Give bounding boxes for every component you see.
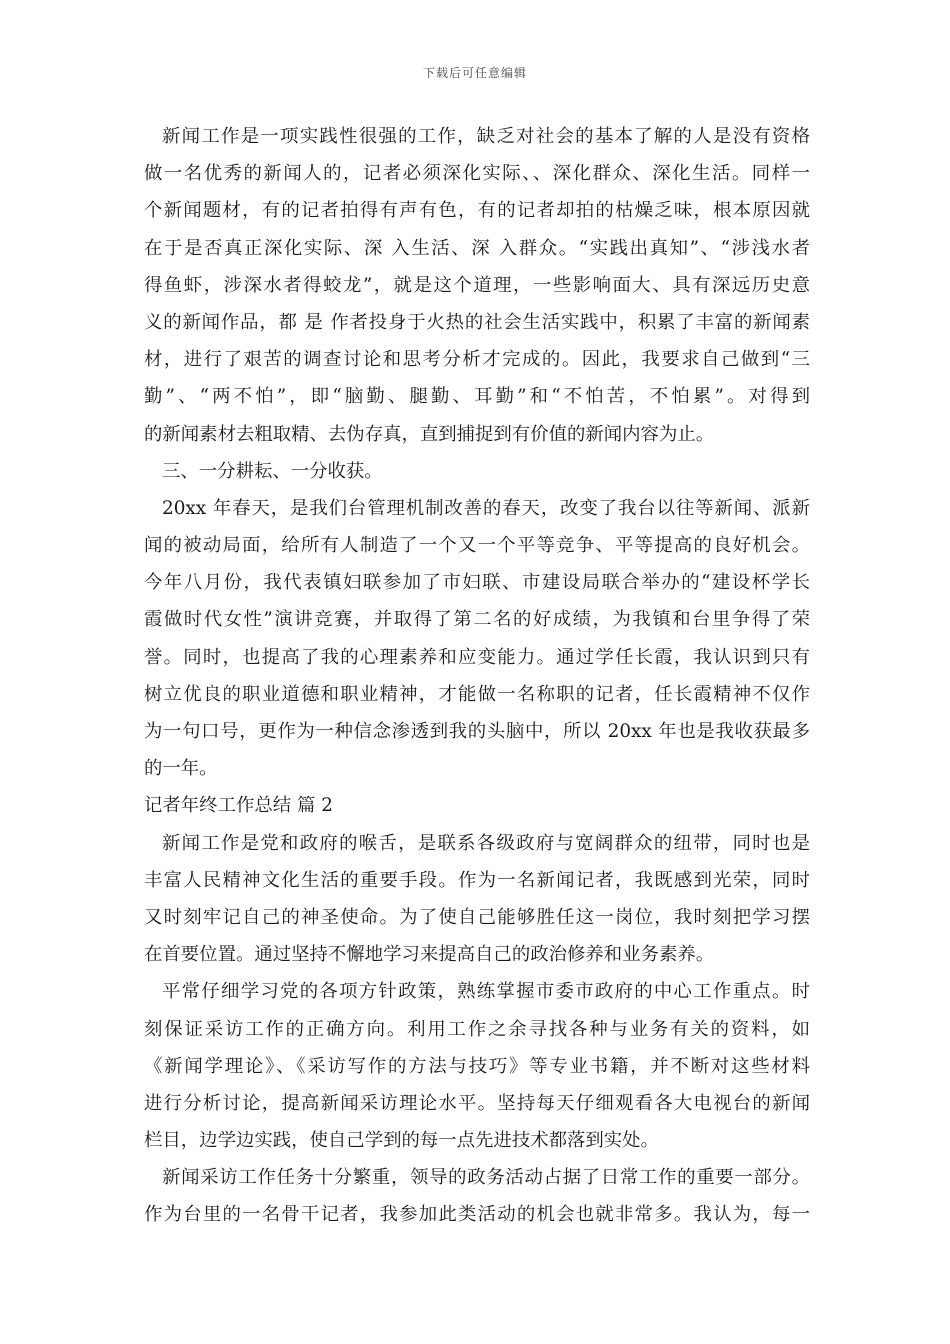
text-line: 誉。同时，也提高了我的心理素养和应变能力。通过学任长霞，我认识到只有 [144,646,810,668]
text-line: 新闻采访工作任务十分繁重，领导的政务活动占据了日常工作的重要一部分。 [162,1167,810,1189]
text-line: 闻的被动局面，给所有人制造了一个又一个平等竞争、平等提高的良好机会。 [144,535,810,557]
text-line: 今年八月份，我代表镇妇联参加了市妇联、市建设局联合举办的“建设杯学长 [144,572,810,594]
text-line: 平常仔细学习党的各项方针政策，熟练掌握市委市政府的中心工作重点。时 [162,981,810,1003]
text-line: 霞做时代女性”演讲竞赛，并取得了第二名的好成绩，为我镇和台里争得了荣 [144,609,810,631]
text-line: 新闻工作是党和政府的喉舌，是联系各级政府与宽阔群众的纽带，同时也是 [162,832,810,854]
document-body [144,118,810,1234]
text-line: 树立优良的职业道德和职业精神，才能做一名称职的记者，任长霞精神不仅作 [144,683,810,705]
text-line: 勤”、“两不怕”，即“脑勤、腿勤、耳勤”和“不怕苦，不怕累”。对得到 [144,386,810,408]
text-line: 在首要位置。通过坚持不懈地学习来提高自己的政治修养和业务素养。 [144,944,715,966]
article-title: 记者年终工作总结 篇 2 [144,795,333,817]
section-heading: 三、一分耕耘、一分收获。 [162,460,383,482]
text-line: 为一句口号，更作为一种信念渗透到我的头脑中，所以 20xx 年也是我收获最多 [144,721,810,742]
text-line: 栏目，边学边实践，使自己学到的每一点先进技术都落到实处。 [144,1130,659,1152]
text-line: 义的新闻作品，都 是 作者投身于火热的社会生活实践中，积累了丰富的新闻素 [144,311,810,333]
text-line: 得鱼虾，涉深水者得蛟龙”，就是这个道理，一些影响面大、具有深远历史意 [144,274,810,296]
text-line: 20xx 年春天，是我们台管理机制改善的春天，改变了我台以往等新闻、派新 [162,497,810,519]
text-line: 在于是否真正深化实际、深 入生活、深 入群众。“实践出真知”、“涉浅水者 [144,237,810,259]
page-header: 下载后可任意编辑 [422,66,527,80]
text-line: 进行分析讨论，提高新闻采访理论水平。坚持每天仔细观看各大电视台的新闻 [144,1092,810,1114]
text-line: 新闻工作是一项实践性很强的工作，缺乏对社会的基本了解的人是没有资格 [162,126,810,147]
text-line: 个新闻题材，有的记者拍得有声有色，有的记者却拍的枯燥乏味，根本原因就 [144,200,810,222]
text-line: 做一名优秀的新闻人的，记者必须深化实际、、深化群众、深化生活。同样一 [144,163,810,185]
text-line: 又时刻牢记自己的神圣使命。为了使自己能够胜任这一岗位，我时刻把学习摆 [144,906,810,928]
text-line: 《新闻学理论》、《采访写作的方法与技巧》等专业书籍，并不断对这些材料 [144,1055,810,1077]
text-line: 丰富人民精神文化生活的重要手段。作为一名新闻记者，我既感到光荣，同时 [144,869,810,891]
text-line: 作为台里的一名骨干记者，我参加此类活动的机会也就非常多。我认为，每一 [144,1204,810,1226]
text-line: 的一年。 [144,758,218,780]
text-line: 刻保证采访工作的正确方向。利用工作之余寻找各种与业务有关的资料，如 [144,1018,810,1040]
text-line: 的新闻素材去粗取精、去伪存真，直到捕捉到有价值的新闻内容为止。 [144,423,715,445]
text-line: 材，进行了艰苦的调查讨论和思考分析才完成的。因此，我要求自己做到“三 [144,349,810,371]
